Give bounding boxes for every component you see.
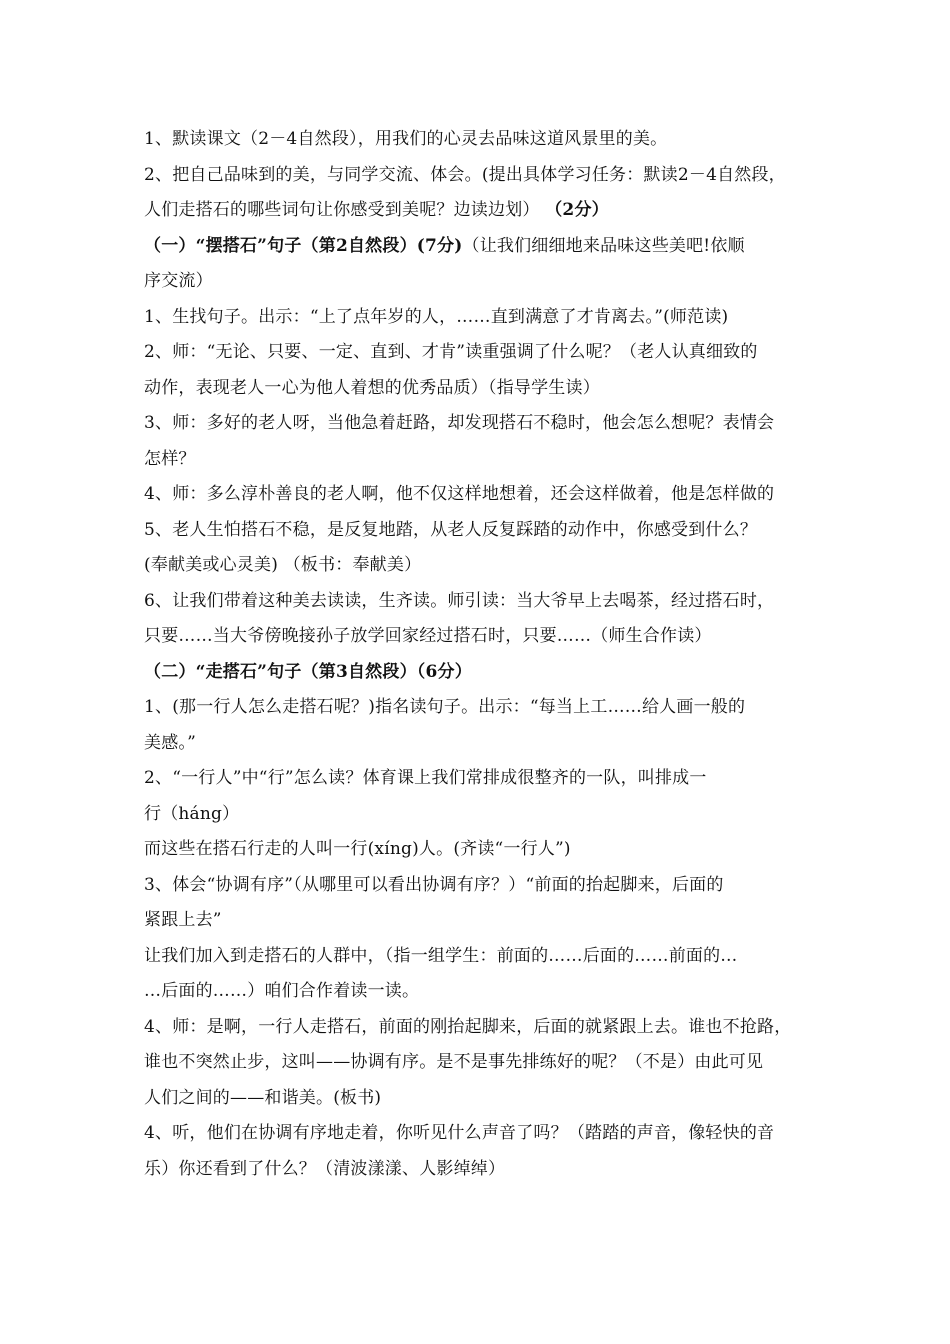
text-line: 4、听，他们在协调有序地走着，你听见什么声音了吗？（踏踏的声音，像轻快的音: [144, 1123, 775, 1143]
text-line: 6、让我们带着这种美去读读，生齐读。师引读：当大爷早上去喝茶，经过搭石时，: [144, 590, 775, 611]
text-line: 谁也不突然止步，这叫——协调有序。是不是事先排练好的呢？（不是）由此可见: [144, 1052, 764, 1072]
text-line: 怎样？: [144, 448, 196, 469]
text-line: 行（háng）: [144, 803, 240, 824]
section-heading: （二）“走搭石”句子（第3自然段）（6分）: [144, 661, 472, 682]
text-line: …后面的……）咱们合作着读一读。: [144, 981, 420, 1001]
text-line: 1、(那一行人怎么走搭石呢？)指名读句子。出示：“每当上工……给人画一般的: [144, 697, 746, 717]
text-line: [144, 193, 819, 229]
text-line: 3、体会“协调有序”（从哪里可以看出协调有序？）“前面的抬起脚来，后面的: [144, 874, 724, 895]
text-line: 人们之间的——和谐美。(板书): [144, 1087, 382, 1108]
text-line: 序交流）: [144, 271, 213, 291]
text-line: 紧跟上去”: [144, 910, 222, 930]
text-line: 2、“一行人”中“行”怎么读？体育课上我们常排成很整齐的一队，叫排成一: [144, 768, 707, 788]
section-title: （一）“摆搭石”句子（第2自然段）(7分): [144, 235, 463, 256]
text-line: (奉献美或心灵美) （板书：奉献美）: [144, 555, 422, 575]
section-note: （让我们细细地来品味这些美吧!依顺: [462, 235, 745, 256]
text-line: 3、师：多好的老人呀，当他急着赶路，却发现搭石不稳时，他会怎么想呢？表情会: [144, 413, 775, 433]
text-line: 2、师：“无论、只要、一定、直到、才肯”读重强调了什么呢？（老人认真细致的: [144, 342, 758, 362]
text-line: 乐）你还看到了什么？（清波漾漾、人影绰绰）: [144, 1158, 506, 1179]
text-span: 人们走搭石的哪些词句让你感受到美呢？边读边划）: [144, 200, 540, 220]
text-line: 让我们加入到走搭石的人群中，（指一组学生：前面的……后面的……前面的…: [144, 945, 738, 966]
text-line: 4、师：是啊，一行人走搭石，前面的刚抬起脚来，后面的就紧跟上去。谁也不抢路，: [144, 1016, 792, 1037]
document-body: [144, 122, 819, 1187]
text-line: 5、老人生怕搭石不稳，是反复地踏，从老人反复踩踏的动作中，你感受到什么？: [144, 519, 758, 540]
text-line: 1、生找句子。出示：“上了点年岁的人，……直到满意了才肯离去。”(师范读): [144, 306, 729, 327]
text-line: 只要……当大爷傍晚接孙子放学回家经过搭石时，只要……（师生合作读）: [144, 626, 712, 646]
text-line: 1、默读课文（2－4自然段），用我们的心灵去品味这道风景里的美。: [144, 129, 668, 149]
text-line: 而这些在搭石行走的人叫一行(xíng)人。(齐读“一行人”): [144, 839, 571, 859]
text-line: 2、把自己品味到的美，与同学交流、体会。(提出具体学习任务：默读2－4自然段，: [144, 164, 786, 185]
text-line: 美感。”: [144, 732, 196, 753]
text-line: 动作，表现老人一心为他人着想的优秀品质）（指导学生读）: [144, 377, 600, 398]
section-heading: [144, 229, 819, 265]
score-label: （2分）: [545, 200, 609, 220]
text-line: 4、师：多么淳朴善良的老人啊，他不仅这样地想着，还会这样做着，他是怎样做的: [144, 484, 775, 504]
